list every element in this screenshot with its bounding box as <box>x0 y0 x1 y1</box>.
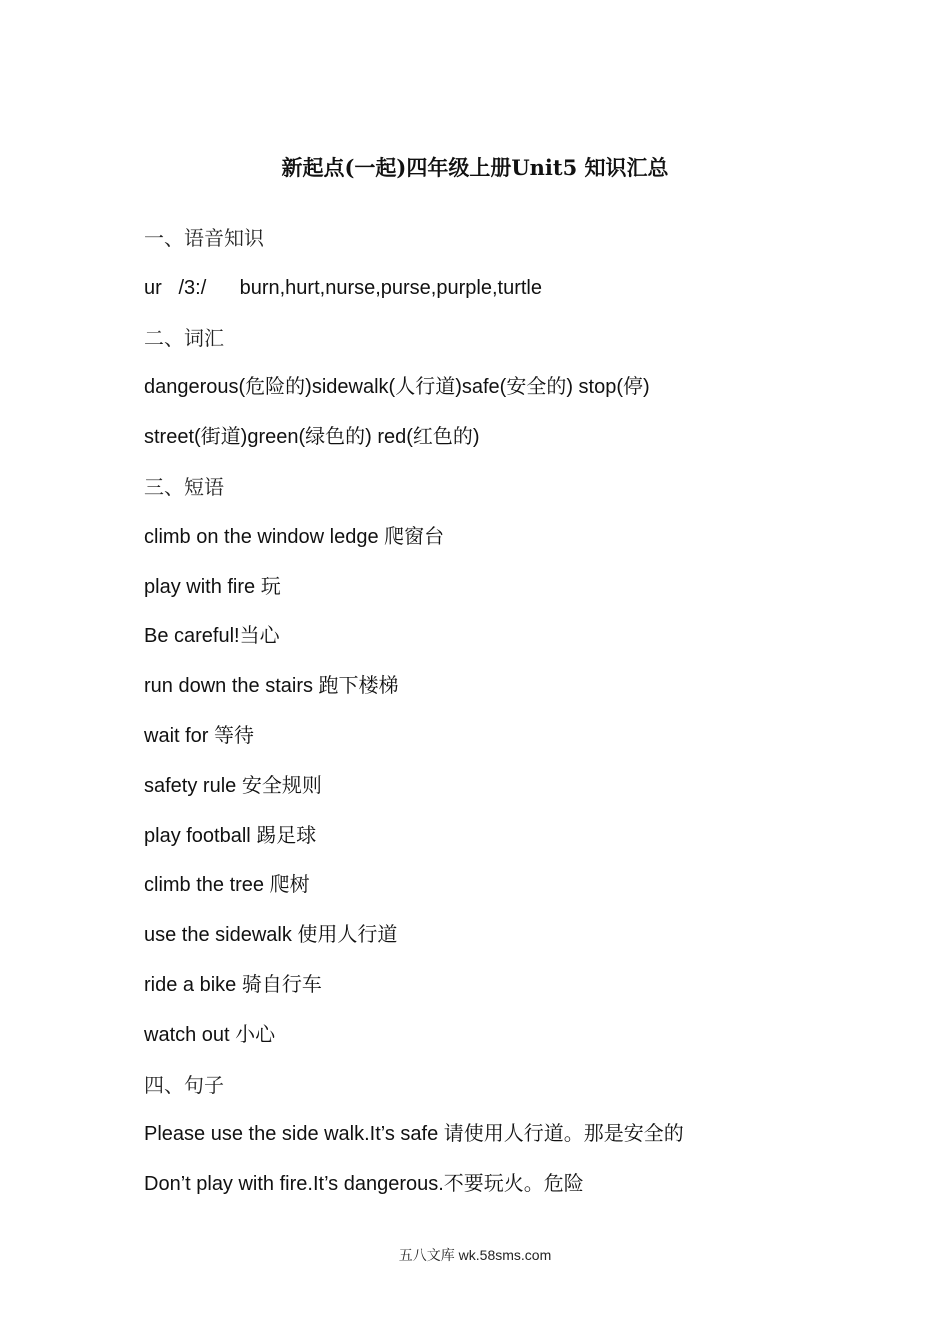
section-heading-vocabulary: 二、词汇 <box>144 325 224 350</box>
sentence-line: Don’t play with fire.It’s dangerous.不要玩火。危险 <box>144 1173 584 1196</box>
phonics-line: ur /3:/ burn,hurt,nurse,purse,purple,turtle <box>144 276 542 299</box>
section-heading-phrases: 三、短语 <box>144 474 224 499</box>
phrase-line: watch out 小心 <box>144 1023 276 1046</box>
phrase-line: ride a bike 骑自行车 <box>144 973 322 996</box>
vocabulary-line: dangerous(危险的)sidewalk(人行道)safe(安全的) stop(停) <box>144 376 650 399</box>
document-body <box>144 223 824 1219</box>
phrase-line: run down the stairs 跑下楼梯 <box>144 675 399 698</box>
phrase-line: Be careful!当心 <box>144 625 280 648</box>
phrase-line: climb the tree 爬树 <box>144 874 310 897</box>
phrase-line: play with fire 玩 <box>144 575 281 598</box>
sentence-line: Please use the side walk.It’s safe 请使用人行道。那是安全的 <box>144 1123 684 1146</box>
vocabulary-line: street(街道)green(绿色的) red(红色的) <box>144 426 480 449</box>
section-heading-sentences: 四、句子 <box>144 1072 224 1097</box>
phrase-line: safety rule 安全规则 <box>144 774 322 797</box>
section-heading-phonics: 一、语音知识 <box>144 226 264 250</box>
document-title: 新起点(一起)四年级上册Unit5 知识汇总 <box>281 155 669 180</box>
phrase-line: climb on the window ledge 爬窗台 <box>144 525 445 548</box>
phrase-line: play football 踢足球 <box>144 824 317 847</box>
phrase-line: wait for 等待 <box>144 724 255 747</box>
page-footer: 五八文库 wk.58sms.com <box>398 1247 552 1263</box>
phrase-line: use the sidewalk 使用人行道 <box>144 924 398 947</box>
